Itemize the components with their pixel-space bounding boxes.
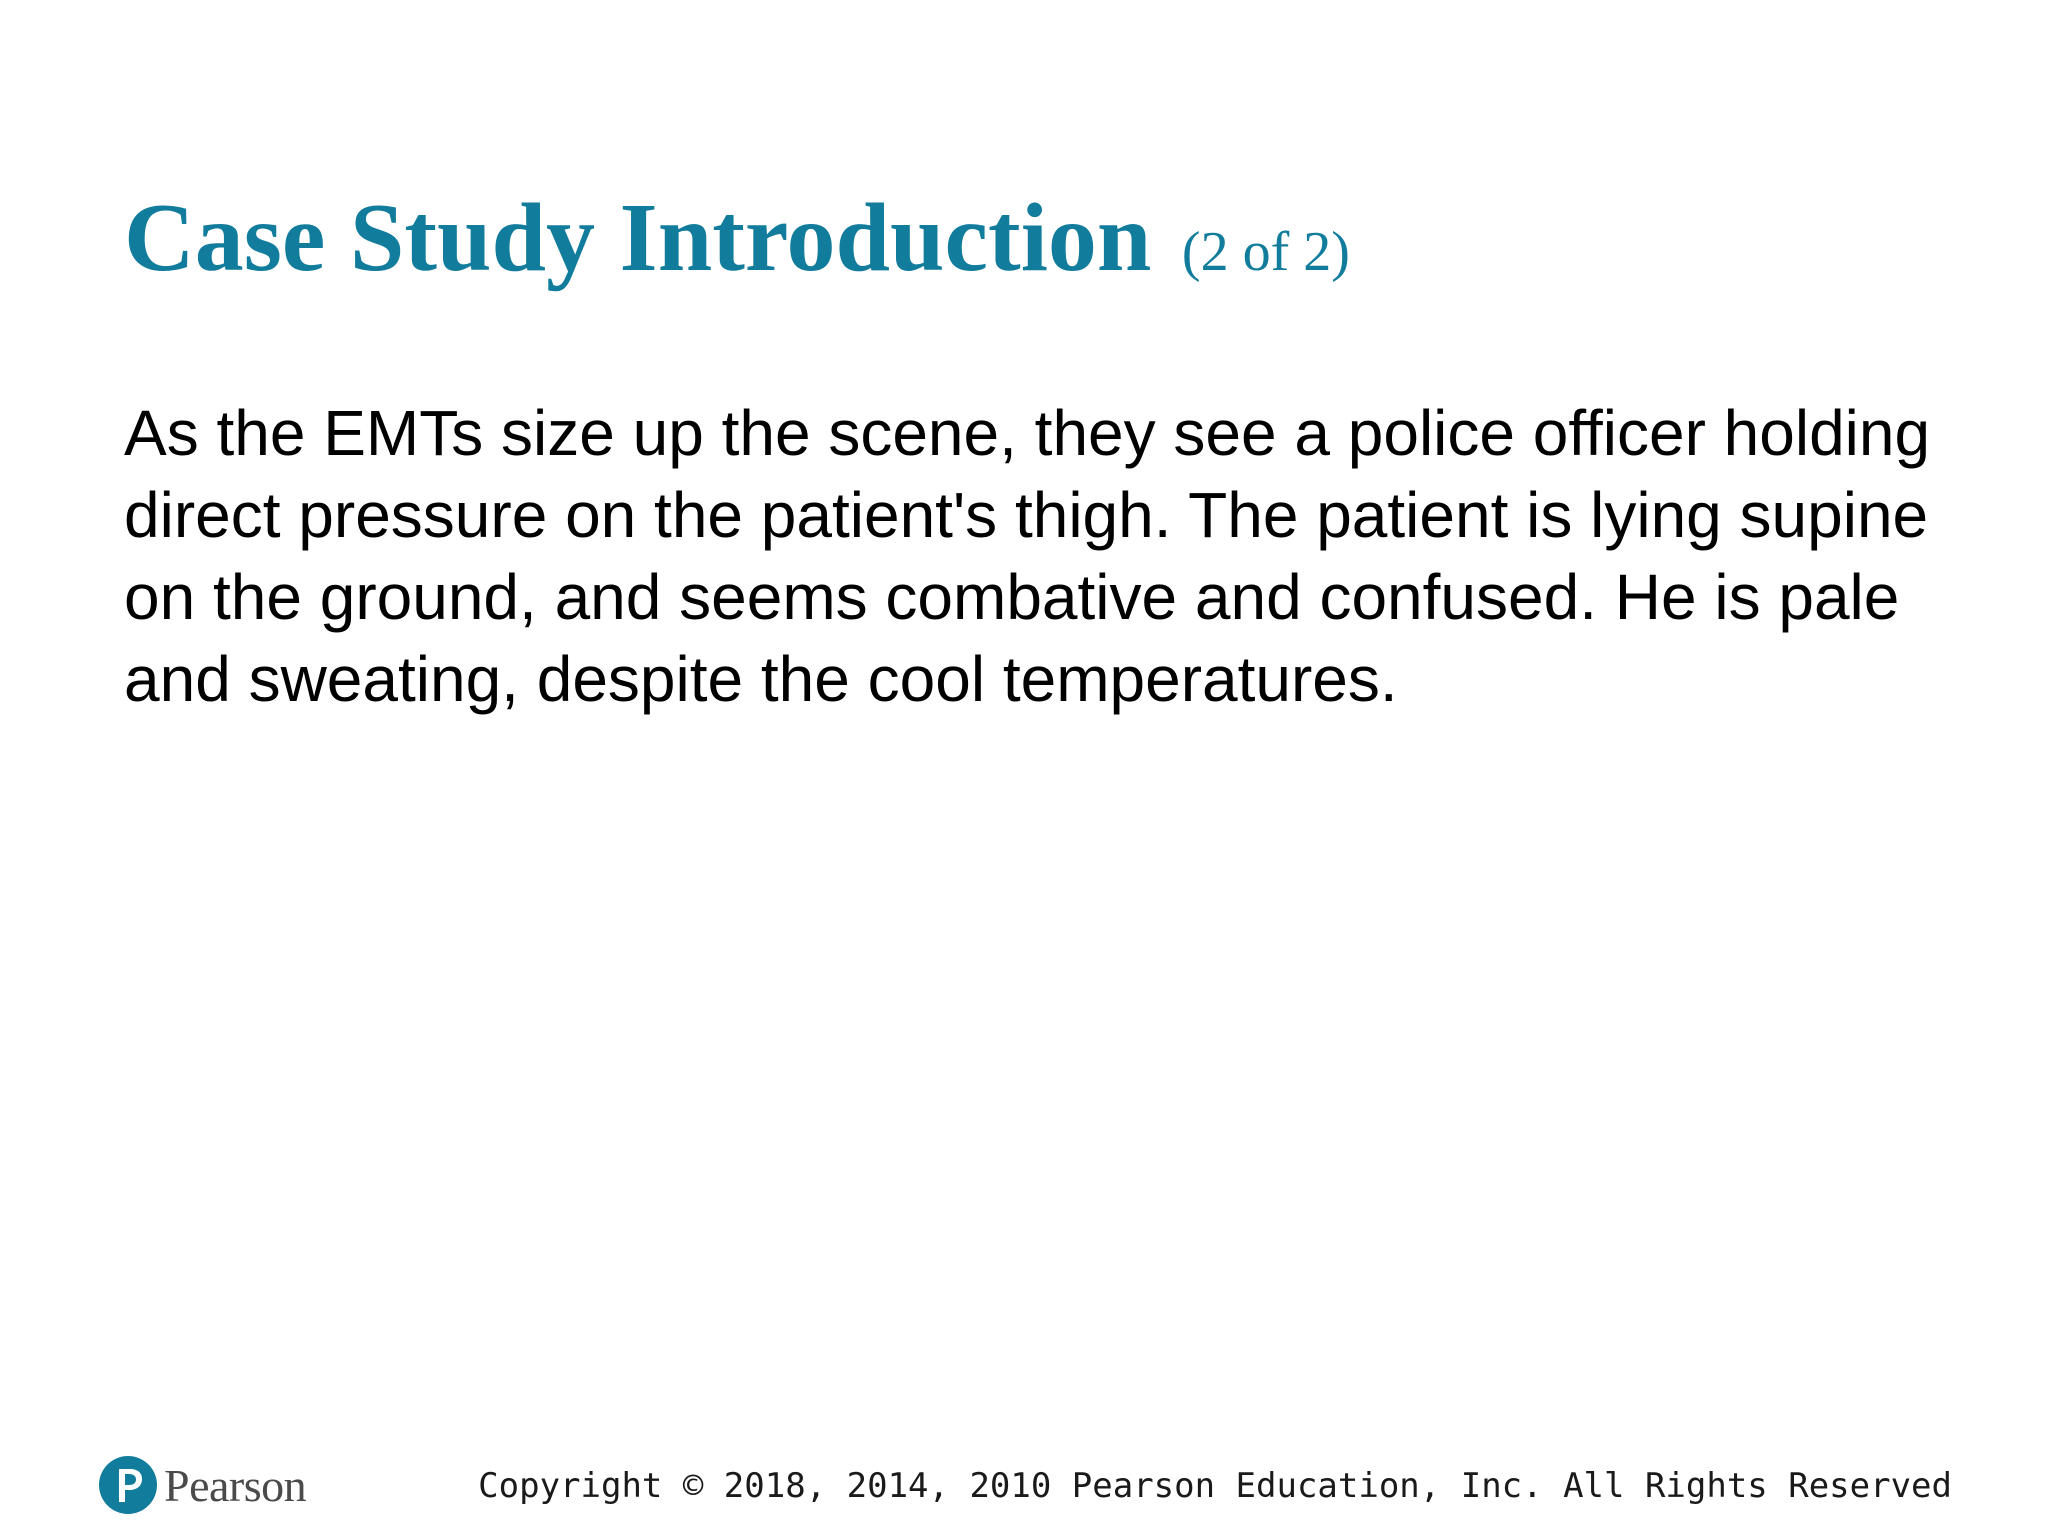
slide-title-suffix: (2 of 2) — [1181, 221, 1350, 283]
slide-title — [124, 178, 1350, 312]
pearson-logo-text: Pearson — [164, 1459, 307, 1511]
pearson-logo — [98, 1450, 306, 1520]
slide-title-text: Case Study Introduction — [124, 184, 1152, 292]
pearson-logo-icon — [98, 1455, 158, 1515]
slide-body-text: As the EMTs size up the scene, they see a police officer holding direct pressure on the patient's thigh. The patient is lying supine on the ground, and seems combative and confused. He is pale and sweating, despite the cool temperatures. — [124, 397, 1931, 715]
copyright-notice: Copyright © 2018, 2014, 2010 Pearson Education, Inc. All Rights Reserved — [478, 1466, 1952, 1506]
